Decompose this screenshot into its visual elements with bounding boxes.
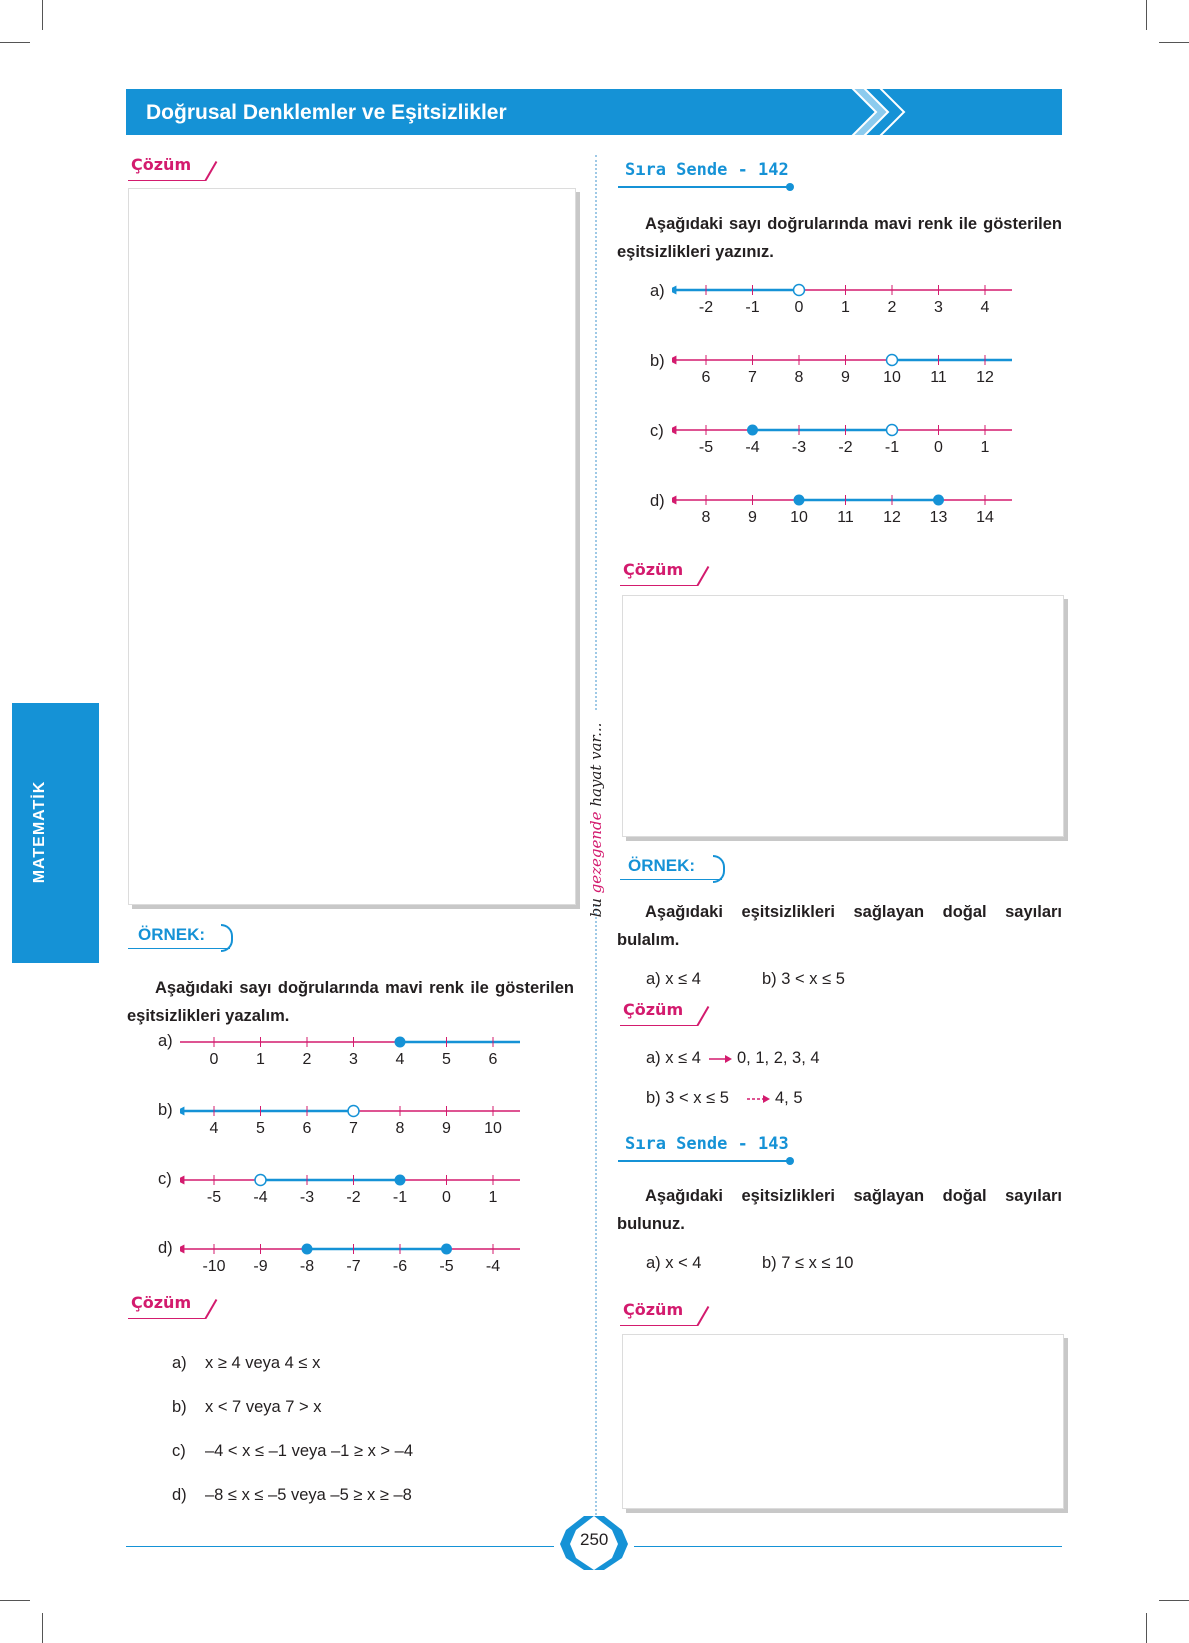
tick-label: -9 — [253, 1258, 268, 1275]
cozum-slash — [697, 1306, 710, 1326]
crop-mark — [1146, 1613, 1147, 1643]
tick-label: 8 — [395, 1120, 405, 1137]
nl-letter: c) — [650, 422, 664, 440]
tick-label: 6 — [701, 369, 711, 386]
open-point — [255, 1175, 266, 1186]
crop-mark — [1159, 42, 1189, 43]
footer-line — [634, 1546, 1062, 1547]
tick-label: 9 — [841, 369, 850, 386]
tick-label: 8 — [794, 369, 804, 386]
tick-label: 5 — [442, 1051, 451, 1068]
cozum-label: Çözüm — [623, 1000, 684, 1019]
tick-label: 0 — [442, 1189, 451, 1206]
tick-label: 4 — [395, 1051, 405, 1068]
tick-label: 11 — [837, 509, 854, 526]
crop-mark — [42, 1613, 43, 1643]
nl-letter: d) — [158, 1239, 173, 1257]
tick-label: -3 — [299, 1189, 315, 1206]
side-tab — [12, 703, 99, 963]
number-line-c — [180, 1168, 520, 1208]
arrow-left-icon — [672, 426, 676, 435]
tick-label: 1 — [256, 1051, 265, 1068]
tick-label: 9 — [748, 509, 757, 526]
tick-label: 3 — [934, 299, 943, 316]
ornek-text: Aşağıdaki sayı doğrularında mavi renk ile gösterilen eşitsizlikleri yazalım. — [127, 979, 574, 1025]
number-line-b — [180, 1099, 520, 1139]
tick-label: 9 — [442, 1120, 451, 1137]
cozum-slash — [697, 1006, 710, 1026]
cozum-underline — [620, 585, 698, 586]
crop-mark — [42, 0, 43, 30]
tick-label: -4 — [485, 1258, 501, 1275]
tick-label: -10 — [202, 1258, 226, 1275]
ornek-text: Aşağıdaki eşitsizlikleri sağlayan doğal sayıları bulalım. — [617, 903, 1062, 949]
sira-sende-dot — [786, 183, 794, 191]
answer-letter: c) — [172, 1442, 186, 1460]
solution-a-left: a) x ≤ 4 — [646, 1049, 701, 1067]
tick-label: -7 — [346, 1258, 361, 1275]
tick-label: 4 — [209, 1120, 219, 1137]
arrow-left-icon — [672, 356, 676, 365]
solution-b-left: b) 3 < x ≤ 5 — [646, 1089, 729, 1107]
nl-letter: c) — [158, 1170, 172, 1188]
tick-label: 10 — [790, 509, 808, 526]
tick-label: 7 — [748, 369, 757, 386]
answer-text: x ≥ 4 veya 4 ≤ x — [205, 1354, 321, 1372]
filled-point — [747, 425, 758, 436]
tick-label: 12 — [976, 369, 994, 386]
tick-label: -2 — [698, 299, 714, 316]
chevron-arrows-icon — [850, 84, 910, 140]
cozum-underline — [128, 180, 206, 181]
cozum-label: Çözüm — [623, 1300, 684, 1319]
tick-label: 2 — [887, 299, 897, 316]
tick-label: -3 — [791, 439, 807, 456]
answer-text: –4 < x ≤ –1 veya –1 ≥ x > –4 — [205, 1442, 413, 1460]
nl-letter: a) — [650, 282, 665, 300]
number-line-b — [672, 348, 1012, 388]
ornek-brace — [221, 924, 233, 952]
tick-label: -5 — [206, 1189, 222, 1206]
sira-item-a: a) x < 4 — [646, 1254, 702, 1272]
motto-pre: bu — [587, 893, 605, 918]
sira-sende-dot — [786, 1157, 794, 1165]
answer-box — [622, 1334, 1064, 1509]
ornek-label: ÖRNEK: — [628, 856, 696, 875]
filled-point — [395, 1037, 406, 1048]
answer-box — [622, 595, 1064, 837]
cozum-slash — [205, 1299, 218, 1319]
nl-letter: a) — [158, 1032, 173, 1050]
cozum-underline — [620, 1025, 698, 1026]
answer-letter: a) — [172, 1354, 187, 1372]
tick-label: -1 — [884, 439, 900, 456]
number-line-d — [672, 488, 1012, 528]
tick-label: -1 — [392, 1189, 408, 1206]
tick-label: 13 — [929, 509, 948, 526]
answer-text: x < 7 veya 7 > x — [205, 1398, 322, 1416]
ornek-underline — [620, 879, 722, 880]
tick-label: 0 — [209, 1051, 219, 1068]
tick-label: 1 — [841, 299, 850, 316]
cozum-underline — [620, 1325, 698, 1326]
page-title: Doğrusal Denklemler ve Eşitsizlikler — [146, 101, 507, 124]
cozum-label: Çözüm — [131, 1293, 192, 1312]
column-divider — [595, 905, 597, 1515]
ornek-underline — [128, 948, 230, 949]
arrow-right-icon — [709, 1053, 733, 1065]
column-divider — [595, 155, 597, 710]
ornek-item-a: a) x ≤ 4 — [646, 970, 701, 988]
arrow-left-icon — [180, 1245, 184, 1254]
ornek-label: ÖRNEK: — [138, 925, 206, 944]
tick-label: 2 — [302, 1051, 312, 1068]
open-point — [794, 285, 805, 296]
filled-point — [302, 1244, 313, 1255]
tick-label: 8 — [701, 509, 711, 526]
tick-label: 0 — [794, 299, 804, 316]
crop-mark — [0, 42, 30, 43]
arrow-right-icon — [747, 1093, 771, 1105]
nl-letter: b) — [158, 1101, 173, 1119]
tick-label: -2 — [346, 1189, 361, 1206]
arrow-left-icon — [180, 1107, 184, 1116]
answer-letter: b) — [172, 1398, 187, 1416]
answer-text: –8 ≤ x ≤ –5 veya –5 ≥ x ≥ –8 — [205, 1486, 412, 1504]
open-point — [887, 425, 898, 436]
filled-point — [441, 1244, 452, 1255]
arrow-left-icon — [672, 496, 676, 505]
cozum-underline — [128, 1318, 206, 1319]
sira-sende-label: Sıra Sende - 142 — [625, 160, 789, 180]
nl-letter: b) — [650, 352, 665, 370]
crop-mark — [1146, 0, 1147, 30]
crop-mark — [0, 1600, 30, 1601]
side-tab-label: MATEMATİK — [31, 780, 48, 884]
cozum-slash — [697, 566, 710, 586]
tick-label: -1 — [745, 299, 760, 316]
sira-sende-label: Sıra Sende - 143 — [625, 1134, 789, 1154]
ornek-brace — [713, 855, 725, 883]
solution-b-right: 4, 5 — [775, 1089, 803, 1107]
tick-label: 1 — [980, 439, 990, 456]
arrow-left-icon — [180, 1176, 184, 1185]
tick-label: 12 — [883, 509, 901, 526]
tick-label: -4 — [253, 1189, 268, 1206]
number-line-d — [180, 1237, 520, 1277]
page-number: 250 — [580, 1530, 609, 1549]
open-point — [887, 355, 898, 366]
number-line-a — [672, 278, 1012, 318]
sira-sende-line — [618, 186, 788, 188]
tick-label: -2 — [838, 439, 853, 456]
tick-label: 6 — [488, 1051, 498, 1068]
answer-letter: d) — [172, 1486, 187, 1504]
tick-label: 14 — [976, 509, 994, 526]
cozum-label: Çözüm — [623, 560, 684, 579]
solution-a-right: 0, 1, 2, 3, 4 — [737, 1049, 820, 1067]
tick-label: 3 — [349, 1051, 358, 1068]
sira-sende-line — [618, 1160, 788, 1162]
number-line-c — [672, 418, 1012, 458]
arrow-left-icon — [672, 286, 676, 295]
tick-label: 5 — [256, 1120, 265, 1137]
tick-label: 6 — [302, 1120, 312, 1137]
tick-label: -4 — [745, 439, 760, 456]
ornek-item-b: b) 3 < x ≤ 5 — [762, 970, 845, 988]
tick-label: 1 — [488, 1189, 498, 1206]
motto-post: hayat var... — [587, 722, 605, 812]
tick-label: -5 — [439, 1258, 454, 1275]
filled-point — [933, 495, 944, 506]
tick-label: 10 — [484, 1120, 502, 1137]
nl-letter: d) — [650, 492, 665, 510]
crop-mark — [1159, 1600, 1189, 1601]
sira-item-b: b) 7 ≤ x ≤ 10 — [762, 1254, 854, 1272]
tick-label: 11 — [930, 369, 947, 386]
motto-highlight: gezegende — [587, 811, 605, 894]
sira-sende-text: Aşağıdaki sayı doğrularında mavi renk ile gösterilen eşitsizlikleri yazınız. — [617, 215, 1062, 261]
tick-label: 4 — [980, 299, 990, 316]
open-point — [348, 1106, 359, 1117]
number-line-a — [180, 1030, 520, 1070]
filled-point — [794, 495, 805, 506]
motto — [587, 723, 605, 918]
answer-box — [128, 188, 576, 905]
tick-label: -6 — [392, 1258, 408, 1275]
tick-label: -8 — [299, 1258, 315, 1275]
tick-label: 10 — [883, 369, 901, 386]
tick-label: 7 — [349, 1120, 358, 1137]
filled-point — [395, 1175, 406, 1186]
tick-label: 0 — [934, 439, 943, 456]
tick-label: -5 — [698, 439, 714, 456]
sira-sende-text: Aşağıdaki eşitsizlikleri sağlayan doğal sayıları bulunuz. — [617, 1187, 1062, 1233]
cozum-slash — [205, 161, 218, 181]
cozum-label: Çözüm — [131, 155, 192, 174]
footer-line — [126, 1546, 554, 1547]
